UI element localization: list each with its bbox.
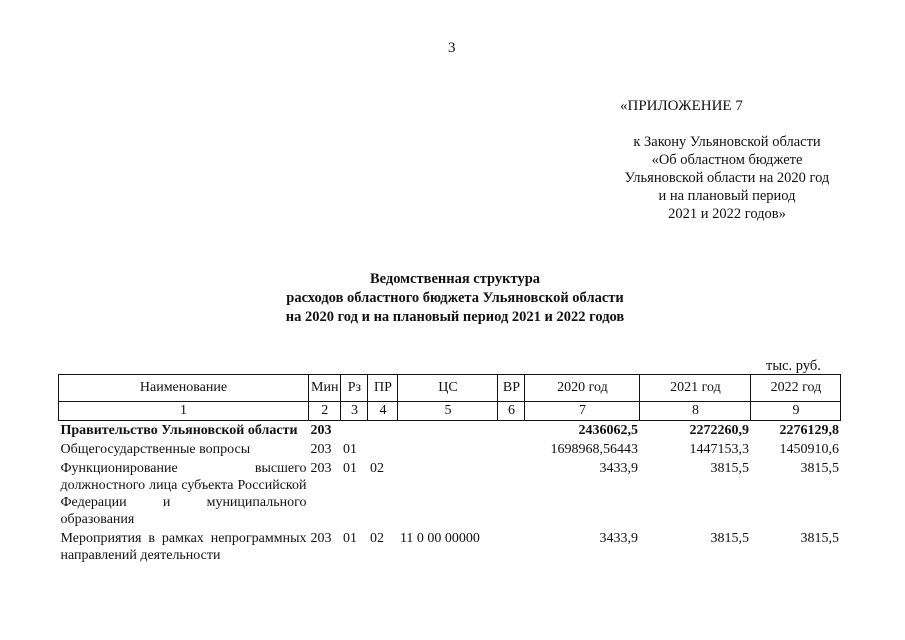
budget-table	[58, 374, 841, 565]
header-min: Мин	[309, 375, 341, 402]
row-pr	[368, 421, 398, 441]
header-2021: 2021 год	[640, 375, 751, 402]
row-vr	[498, 421, 525, 441]
row-min: 203	[310, 423, 332, 438]
table-row	[59, 440, 841, 459]
row-name: Функционирование высшего должностного лица субъекта Российской Федерации и муниципального образования	[60, 461, 307, 527]
row-rz: 01	[342, 442, 357, 457]
row-cs: 11 0 00 00000	[399, 531, 480, 546]
row-amount-2021: 1447153,3	[689, 442, 749, 457]
law-reference-line: «Об областном бюджете	[651, 152, 803, 168]
row-amount-2021: 3815,5	[710, 461, 749, 476]
column-number: 1	[59, 402, 309, 421]
row-amount-2022: 2276129,8	[779, 423, 839, 438]
table-header-row	[59, 375, 841, 402]
row-pr: 02	[369, 531, 384, 546]
row-vr	[498, 459, 525, 529]
row-vr	[498, 440, 525, 459]
row-min: 203	[310, 442, 332, 457]
column-number: 7	[525, 402, 640, 421]
title-line: расходов областного бюджета Ульяновской области	[286, 290, 624, 306]
law-reference-line: к Закону Ульяновской области	[633, 134, 821, 150]
document-title	[250, 270, 660, 327]
appendix-label: «ПРИЛОЖЕНИЕ 7	[620, 98, 743, 114]
row-vr	[498, 529, 525, 565]
column-number: 8	[640, 402, 751, 421]
header-2022: 2022 год	[751, 375, 841, 402]
column-number: 5	[398, 402, 498, 421]
law-reference-line: и на плановый период	[658, 188, 796, 204]
row-cs	[398, 440, 498, 459]
table-row	[59, 459, 841, 529]
column-number: 9	[751, 402, 841, 421]
column-number: 6	[498, 402, 525, 421]
header-pr: ПР	[368, 375, 398, 402]
column-number: 3	[341, 402, 368, 421]
header-rz: Рз	[341, 375, 368, 402]
table-row	[59, 529, 841, 565]
row-name: Общегосударственные вопросы	[60, 442, 251, 457]
row-pr: 02	[369, 461, 384, 476]
row-amount-2020: 2436062,5	[578, 423, 638, 438]
title-line: на 2020 год и на плановый период 2021 и 2022 годов	[285, 309, 625, 325]
column-number: 2	[309, 402, 341, 421]
header-vr: ВР	[498, 375, 525, 402]
column-numbers-row	[59, 402, 841, 421]
row-rz: 01	[342, 461, 357, 476]
row-amount-2022: 3815,5	[800, 461, 839, 476]
row-cs	[398, 421, 498, 441]
law-reference	[612, 133, 842, 223]
row-name: Мероприятия в рамках непрограммных направлений деятельности	[60, 531, 307, 563]
row-rz	[341, 421, 368, 441]
row-cs	[398, 459, 498, 529]
row-name: Правительство Ульяновской области	[60, 423, 298, 438]
column-number: 4	[368, 402, 398, 421]
header-2020: 2020 год	[525, 375, 640, 402]
row-amount-2022: 1450910,6	[779, 442, 839, 457]
row-pr	[368, 440, 398, 459]
row-amount-2020: 3433,9	[599, 531, 638, 546]
row-amount-2021: 2272260,9	[689, 423, 749, 438]
row-amount-2020: 3433,9	[599, 461, 638, 476]
law-reference-line: Ульяновской области на 2020 год	[624, 170, 830, 186]
header-name: Наименование	[59, 375, 309, 402]
header-cs: ЦС	[398, 375, 498, 402]
law-reference-line: 2021 и 2022 годов»	[668, 206, 786, 222]
units-label: тыс. руб.	[766, 358, 821, 374]
title-line: Ведомственная структура	[369, 271, 541, 287]
row-min: 203	[310, 531, 332, 546]
row-amount-2020: 1698968,56443	[550, 442, 638, 457]
row-amount-2021: 3815,5	[710, 531, 749, 546]
page-number: 3	[448, 40, 456, 56]
row-min: 203	[310, 461, 332, 476]
table-row	[59, 421, 841, 441]
row-amount-2022: 3815,5	[800, 531, 839, 546]
row-rz: 01	[342, 531, 357, 546]
